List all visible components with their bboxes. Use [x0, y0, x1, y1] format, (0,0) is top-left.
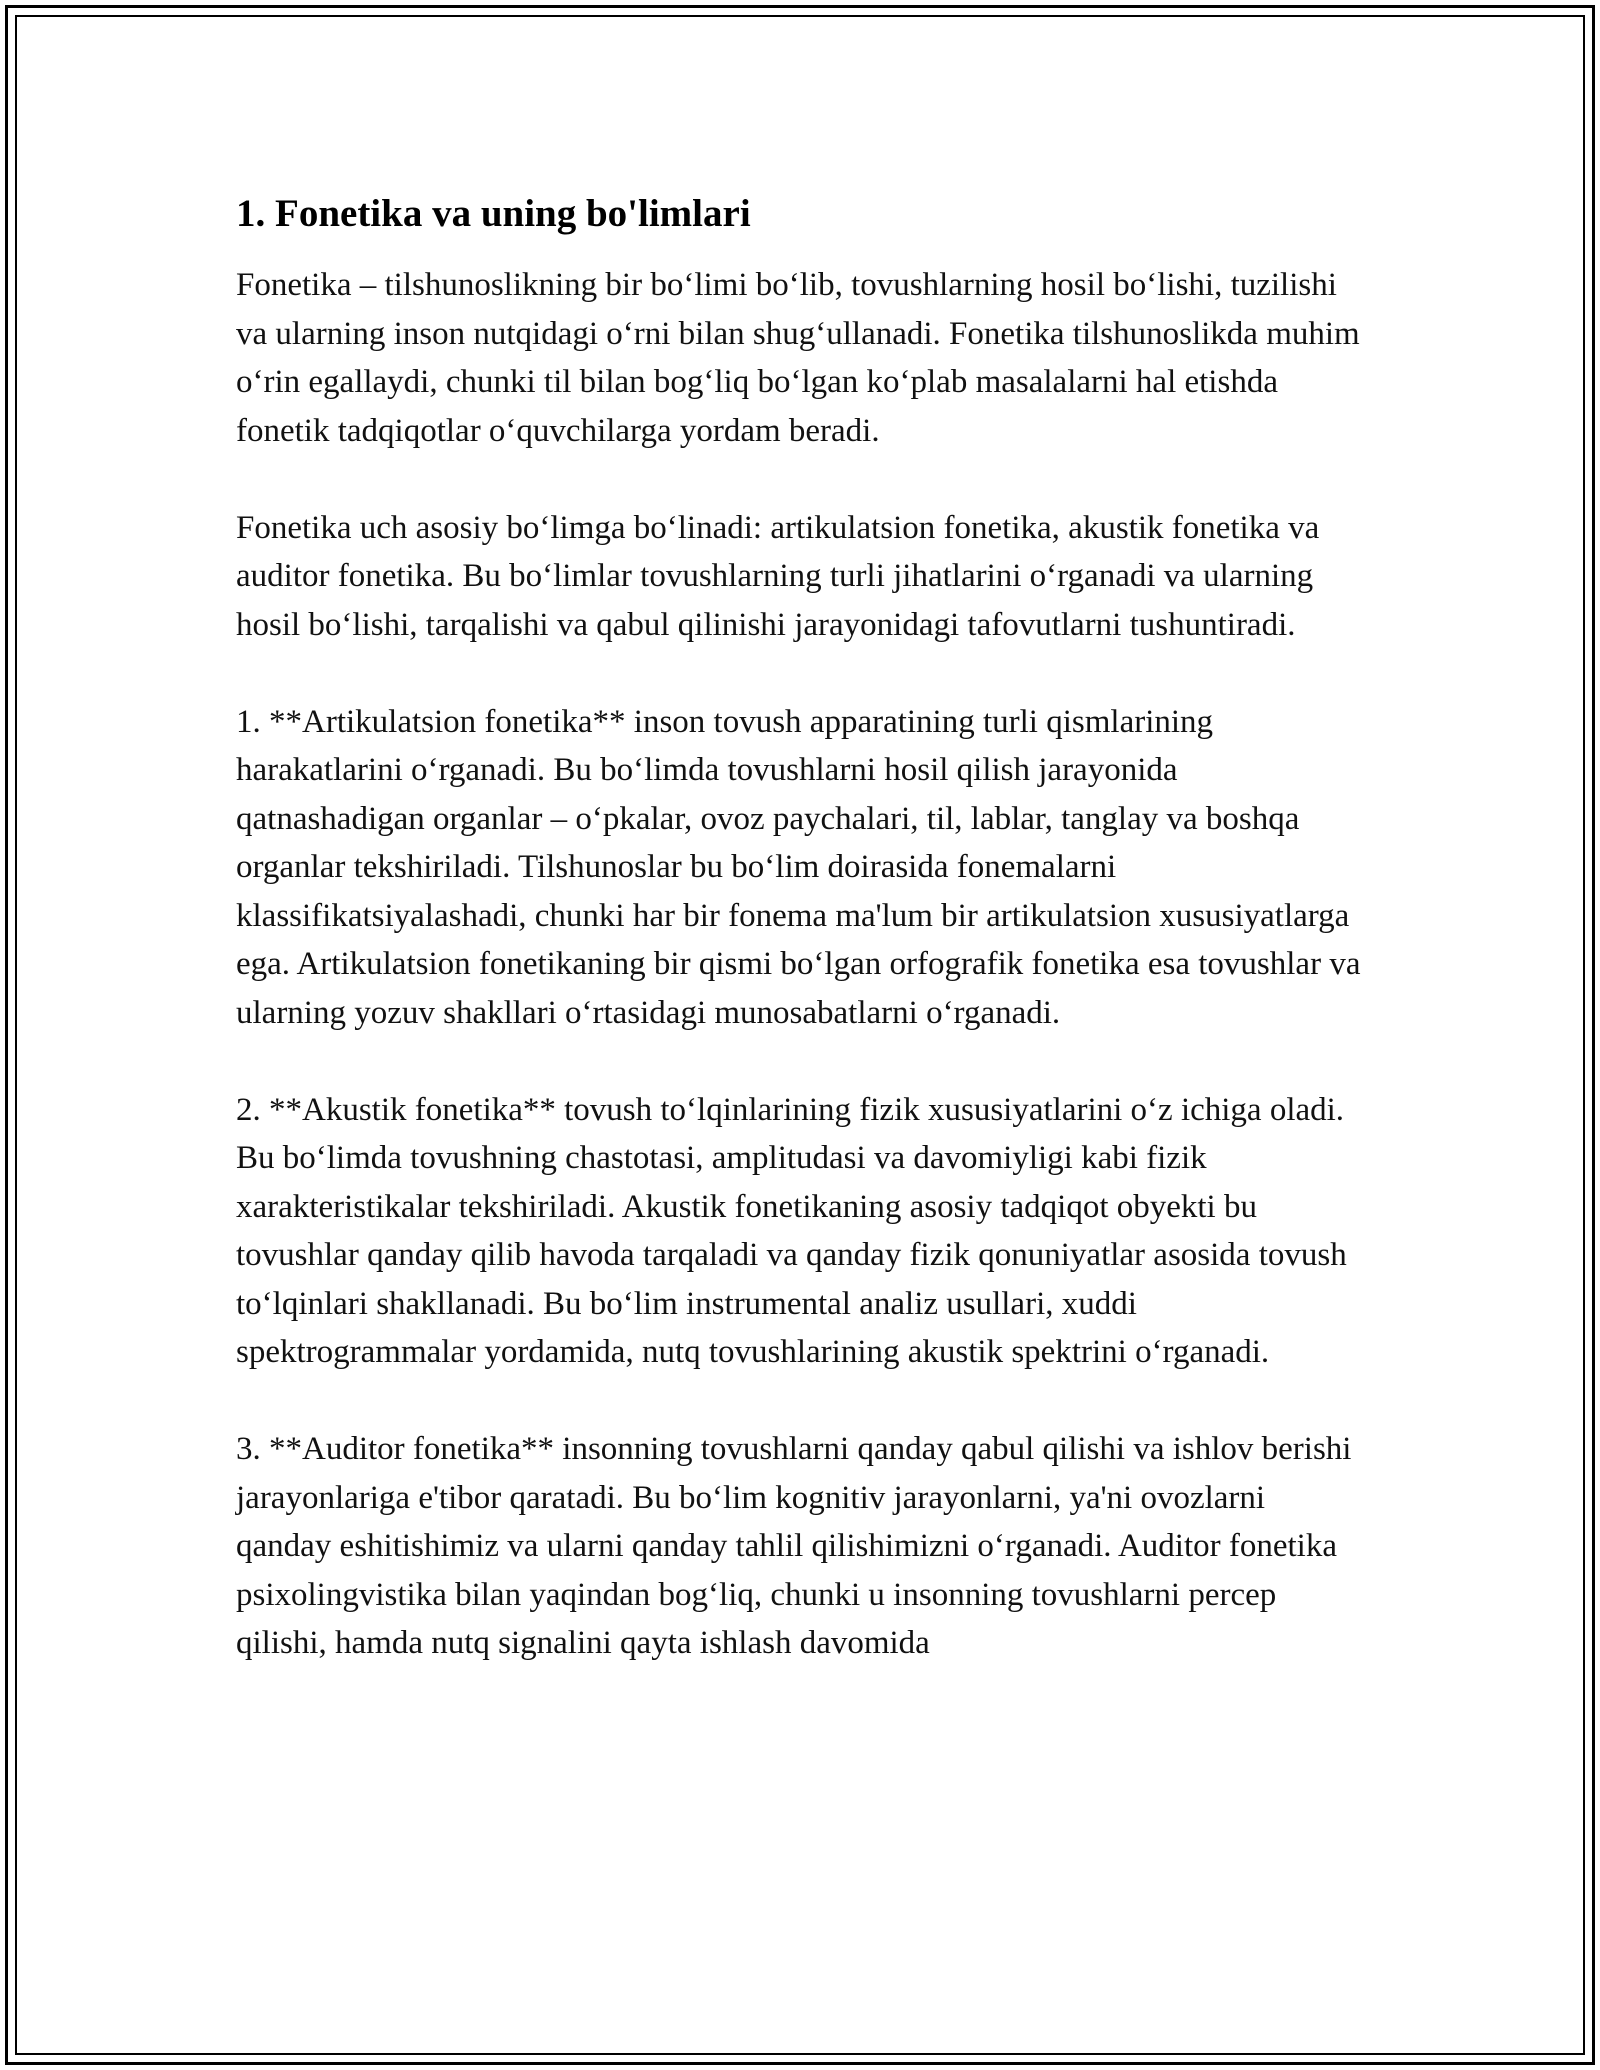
- section-heading: 1. Fonetika va uning bo'limlari: [236, 192, 751, 235]
- paragraph-acoustic: 2. **Akustik fonetika** tovush to‘lqinlarining fizik xususiyatlarini o‘z ichiga oladi. Bu bo‘limda tovushning chastotasi, amplitudasi va davomiyligi kabi fizik xarakteristikalar tekshiriladi. Akustik fonetikaning asosiy tadqiqot obyekti bu tovushlar qanday qilib havoda tarqaladi va qanday fizik qonuniyatlar asosida tovush to‘lqinlari shakllanadi. Bu bo‘lim instrumental analiz usullari, xuddi spektrogrammalar yordamida, nutq tovushlarining akustik spektrini o‘rganadi.: [236, 1091, 1347, 1370]
- paragraph-intro: Fonetika – tilshunoslikning bir bo‘limi bo‘lib, tovushlarning hosil bo‘lishi, tuzilishi va ularning inson nutqidagi o‘rni bilan shug‘ullanadi. Fonetika tilshunoslikda muhim o‘rin egallaydi, chunki til bilan bog‘liq bo‘lgan ko‘plab masalalarni hal etishda fonetik tadqiqotlar o‘quvchilarga yordam beradi.: [236, 267, 1360, 449]
- paragraph-articulatory: 1. **Artikulatsion fonetika** inson tovush apparatining turli qismlarining harakatlarini o‘rganadi. Bu bo‘limda tovushlarni hosil qilish jarayonida qatnashadigan organlar – o‘pkalar, ovoz paychalari, til, lablar, tanglay va boshqa organlar tekshiriladi. Tilshunoslar bu bo‘lim doirasida fonemalarni klassifikatsiyalashadi, chunki har bir fonema ma'lum bir artikulatsion xususiyatlarga ega. Artikulatsion fonetikaning bir qismi bo‘lgan orfografik fonetika esa tovushlar va ularning yozuv shakllari o‘rtasidagi munosabatlarni o‘rganadi.: [236, 703, 1361, 1031]
- document-page: [236, 188, 1366, 1668]
- paragraph-auditory: 3. **Auditor fonetika** insonning tovushlarni qanday qabul qilishi va ishlov berishi jarayonlariga e'tibor qaratadi. Bu bo‘lim kognitiv jarayonlarni, ya'ni ovozlarni qanday eshitishimiz va ularni qanday tahlil qilishimizni o‘rganadi. Auditor fonetika psixolingvistika bilan yaqindan bog‘liq, chunki u insonning tovushlarni percep qilishi, hamda nutq signalini qayta ishlash davomida: [236, 1431, 1352, 1661]
- paragraph-divisions: Fonetika uch asosiy bo‘limga bo‘linadi: artikulatsion fonetika, akustik fonetika va auditor fonetika. Bu bo‘limlar tovushlarning turli jihatlarini o‘rganadi va ularning hosil bo‘lishi, tarqalishi va qabul qilinishi jarayonidagi tafovutlarni tushuntiradi.: [236, 509, 1320, 643]
